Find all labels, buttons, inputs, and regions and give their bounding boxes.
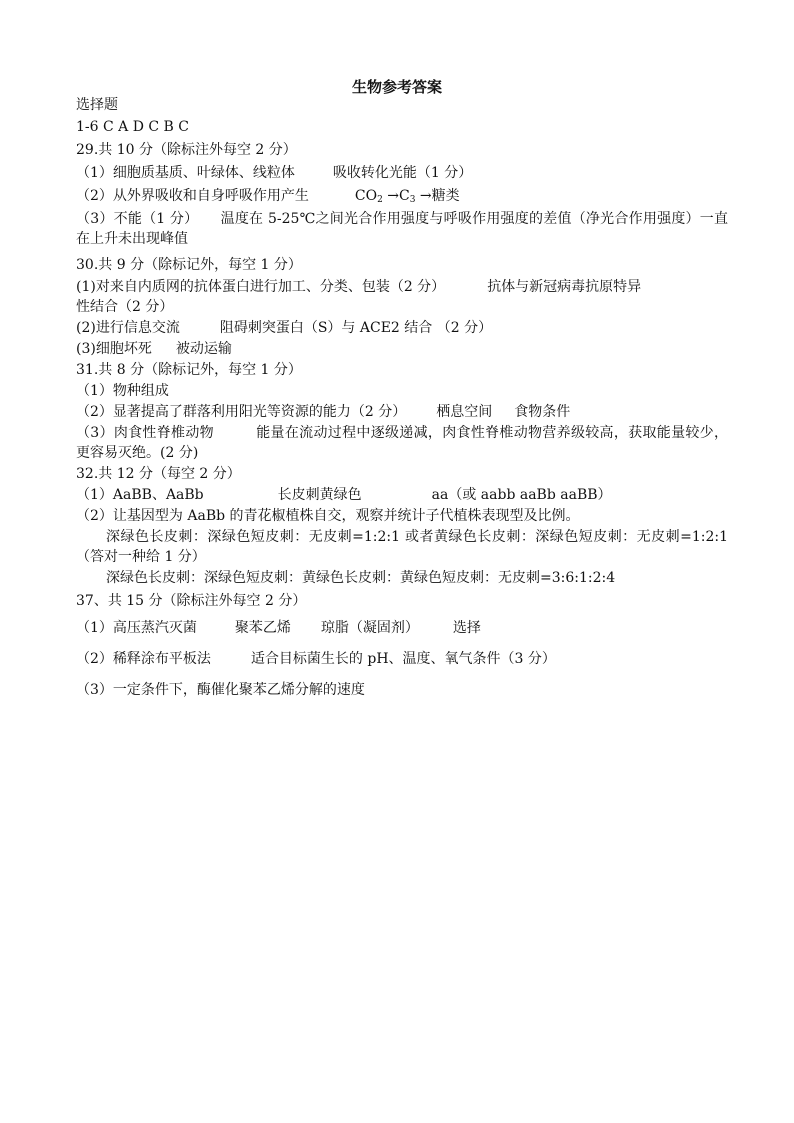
q30-a2-part2: 阻碍刺突蛋白（S）与 ACE2 结合 （2 分） <box>219 320 493 336</box>
q32-ratio-1: 深绿色长皮刺：深绿色短皮刺：无皮刺=1:2:1 或者黄绿色长皮刺：深绿色短皮刺：无皮刺=1:2:1（答对一种给 1 分） <box>76 529 728 565</box>
q37-header: 37、共 15 分（除标注外每空 2 分） <box>76 593 307 609</box>
q37-a2-part2: 适合目标菌生长的 pH、温度、氧气条件（3 分） <box>250 651 556 667</box>
q30-answer-2 <box>76 318 492 338</box>
q31-a3-part2: 能量在流动过程中逐级递减，肉食性脊椎动物营养级较高，获取能量较少，更容易灭绝。(2 分) <box>76 425 728 461</box>
q32-a1-part1: （1）AaBB、AaBb <box>76 487 204 503</box>
q32-answer-1 <box>76 485 612 505</box>
q32-answer-2: （2）让基因型为 AaBb 的青花椒植株自交，观察并统计子代植株表现型及比例。 <box>76 508 580 524</box>
q31-a3-part1: （3）肉食性脊椎动物 <box>76 425 214 441</box>
q29-a2-formula: $CO_2 \to C_3$ →糖类 <box>354 188 460 205</box>
q29-a3-part1: （3）不能（1 分） <box>76 211 199 227</box>
q37-a2-part1: （2）稀释涂布平板法 <box>76 651 211 667</box>
q31-a2-part2: 栖息空间 <box>436 404 493 420</box>
mc-answers: 1-6 C A D C B C <box>76 119 190 135</box>
q29-a1-part2: 吸收转化光能（1 分） <box>332 165 473 181</box>
q30-a1-part1: (1)对来自内质网的抗体蛋白进行加工、分类、包装（2 分） <box>76 279 446 295</box>
q30-header: 30.共 9 分（除标记外，每空 1 分） <box>76 257 302 273</box>
page-title: 生物参考答案 <box>351 78 442 96</box>
q30-a2-part1: (2)进行信息交流 <box>76 320 180 336</box>
q30-a3-part2: 被动运输 <box>175 341 232 357</box>
q32-a1-part2: 长皮刺黄绿色 <box>277 487 362 503</box>
q30-answer-3 <box>76 339 232 359</box>
q30-answer-1-cont: 性结合（2 分） <box>76 299 174 315</box>
q29-a1-part1: （1）细胞质基质、叶绿体、线粒体 <box>76 165 295 181</box>
q32-ratio-2: 深绿色长皮刺：深绿色短皮刺：黄绿色长皮刺：黄绿色短皮刺：无皮刺=3:6:1:2:4 <box>106 570 616 586</box>
q29-header: 29.共 10 分（除标注外每空 2 分） <box>76 142 297 158</box>
q29-a3-part2: 温度在 5-25℃之间光合作用强度与呼吸作用强度的差值（净光合作用强度）一直在上升未出现峰值 <box>76 211 729 247</box>
q31-answer-3 <box>76 423 728 463</box>
q37-answer-2 <box>76 649 556 669</box>
q37-answer-1 <box>76 618 481 638</box>
q31-a2-part3: 食物条件 <box>514 404 571 420</box>
q31-answer-2 <box>76 402 570 422</box>
q32-a1-part3: aa（或 aabb aaBb aaBB） <box>431 487 612 503</box>
q29-answer-1 <box>76 163 472 183</box>
q29-answer-2 <box>76 186 460 210</box>
q37-a1-part2: 聚苯乙烯 <box>234 620 291 636</box>
q37-a1-part4: 选择 <box>452 620 481 636</box>
q31-a2-part1: （2）显著提高了群落利用阳光等资源的能力（2 分） <box>76 404 407 420</box>
q30-a3-part1: (3)细胞坏死 <box>76 341 152 357</box>
q30-answer-1 <box>76 277 641 297</box>
q32-header: 32.共 12 分（每空 2 分） <box>76 466 241 482</box>
q37-answer-3: （3）一定条件下，酶催化聚苯乙烯分解的速度 <box>76 682 365 698</box>
q37-a1-part3: 琼脂（凝固剂） <box>320 620 419 636</box>
q29-a2-part1: （2）从外界吸收和自身呼吸作用产生 <box>76 188 309 204</box>
section-label: 选择题 <box>76 97 118 113</box>
q31-answer-1: （1）物种组成 <box>76 383 169 399</box>
q31-header: 31.共 8 分（除标记外，每空 1 分） <box>76 362 302 378</box>
q30-a1-part2: 抗体与新冠病毒抗原特异 <box>487 279 642 295</box>
q37-a1-part1: （1）高压蒸汽灭菌 <box>76 620 197 636</box>
q29-answer-3 <box>76 209 728 249</box>
